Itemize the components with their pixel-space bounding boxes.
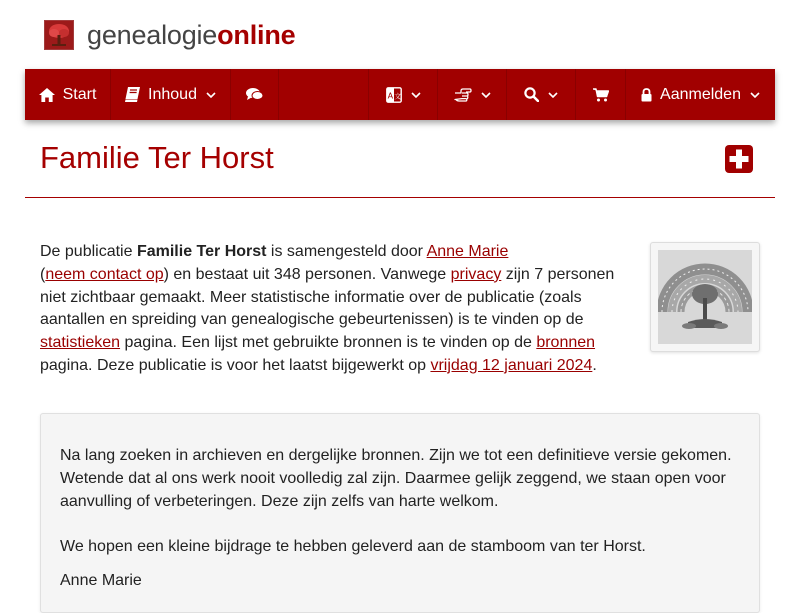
summary-text: pagina. Een lijst met gebruikte bronnen is te vinden op de [120, 334, 537, 352]
chevron-down-icon [411, 92, 421, 98]
summary-text: pagina. Deze publicatie is voor het laatst bijgewerkt op [40, 356, 431, 374]
language-icon [386, 87, 402, 103]
publication-thumbnail[interactable] [650, 242, 760, 352]
summary-text: zijn 7 personen niet zichtbaar gemaakt. Meer statistische informatie over de publicatie (zoals aantallen en spreiding van genealogische gebeurtenissen) is te vinden op de [40, 265, 615, 329]
book-icon [125, 87, 140, 102]
logo-text-part1: genealogie [87, 19, 218, 50]
comments-icon [246, 88, 263, 101]
author-link[interactable]: Anne Marie [426, 243, 509, 260]
family-tree-image [658, 250, 752, 344]
summary-text: ( [40, 265, 46, 283]
main-navbar [25, 69, 775, 120]
logo-text [87, 20, 295, 51]
contact-link[interactable]: neem contact op [45, 265, 164, 283]
home-icon [39, 88, 55, 102]
tree-logo-icon [44, 20, 74, 50]
lock-icon [641, 88, 652, 102]
description-panel [40, 413, 760, 613]
site-logo[interactable] [44, 18, 295, 52]
plus-square-icon[interactable] [725, 145, 753, 173]
chevron-down-icon [750, 92, 760, 98]
nav-spacer [279, 69, 369, 120]
summary-text: is samengesteld door [266, 243, 427, 260]
hand-pointer-icon [454, 88, 472, 102]
chevron-down-icon [206, 92, 216, 98]
nav-inhoud-label: Inhoud [148, 85, 197, 103]
sources-link[interactable]: bronnen [536, 334, 596, 352]
chevron-down-icon [481, 92, 491, 98]
nav-comments[interactable] [231, 69, 279, 120]
summary-text: De publicatie [40, 243, 137, 260]
statistics-link[interactable]: statistieken [40, 334, 121, 352]
title-divider [25, 197, 775, 198]
description-paragraph: Na lang zoeken in archieven en dergelijke bronnen. Zijn we tot een definitieve versie gekomen. Wetende dat al ons werk nooit voolledig zal zijn. Daarmee gelijk zeggend, we staan open voor aanvulling of verbeteringen. Deze zijn zelfs van harte welkom. [60, 447, 732, 510]
last-updated-link[interactable]: vrijdag 12 januari 2024 [430, 356, 593, 374]
description-signature: Anne Marie [60, 572, 142, 589]
logo-text-part2: online [217, 19, 296, 50]
nav-language-dropdown[interactable] [369, 69, 438, 120]
summary-text: ) en bestaat uit 348 personen. Vanwege [163, 265, 451, 283]
svg-text:文: 文 [393, 92, 401, 100]
nav-tools-dropdown[interactable] [438, 69, 507, 120]
nav-inhoud-dropdown[interactable] [111, 69, 231, 120]
search-icon [524, 87, 539, 102]
nav-login-label: Aanmelden [660, 85, 741, 103]
cart-icon [593, 88, 609, 102]
publication-summary [40, 241, 640, 378]
nav-start[interactable] [25, 69, 111, 120]
page-title: Familie Ter Horst [40, 140, 274, 175]
nav-login-dropdown[interactable] [626, 69, 775, 120]
nav-start-label: Start [62, 85, 97, 103]
summary-text: . [592, 356, 597, 374]
nav-shopping-cart[interactable] [576, 69, 626, 120]
description-paragraph: We hopen een kleine bijdrage te hebben geleverd aan de stamboom van ter Horst. [60, 538, 646, 555]
nav-search-dropdown[interactable] [507, 69, 576, 120]
privacy-link[interactable]: privacy [450, 265, 502, 283]
svg-text:A: A [387, 91, 393, 100]
publication-name: Familie Ter Horst [136, 243, 267, 260]
chevron-down-icon [548, 92, 558, 98]
